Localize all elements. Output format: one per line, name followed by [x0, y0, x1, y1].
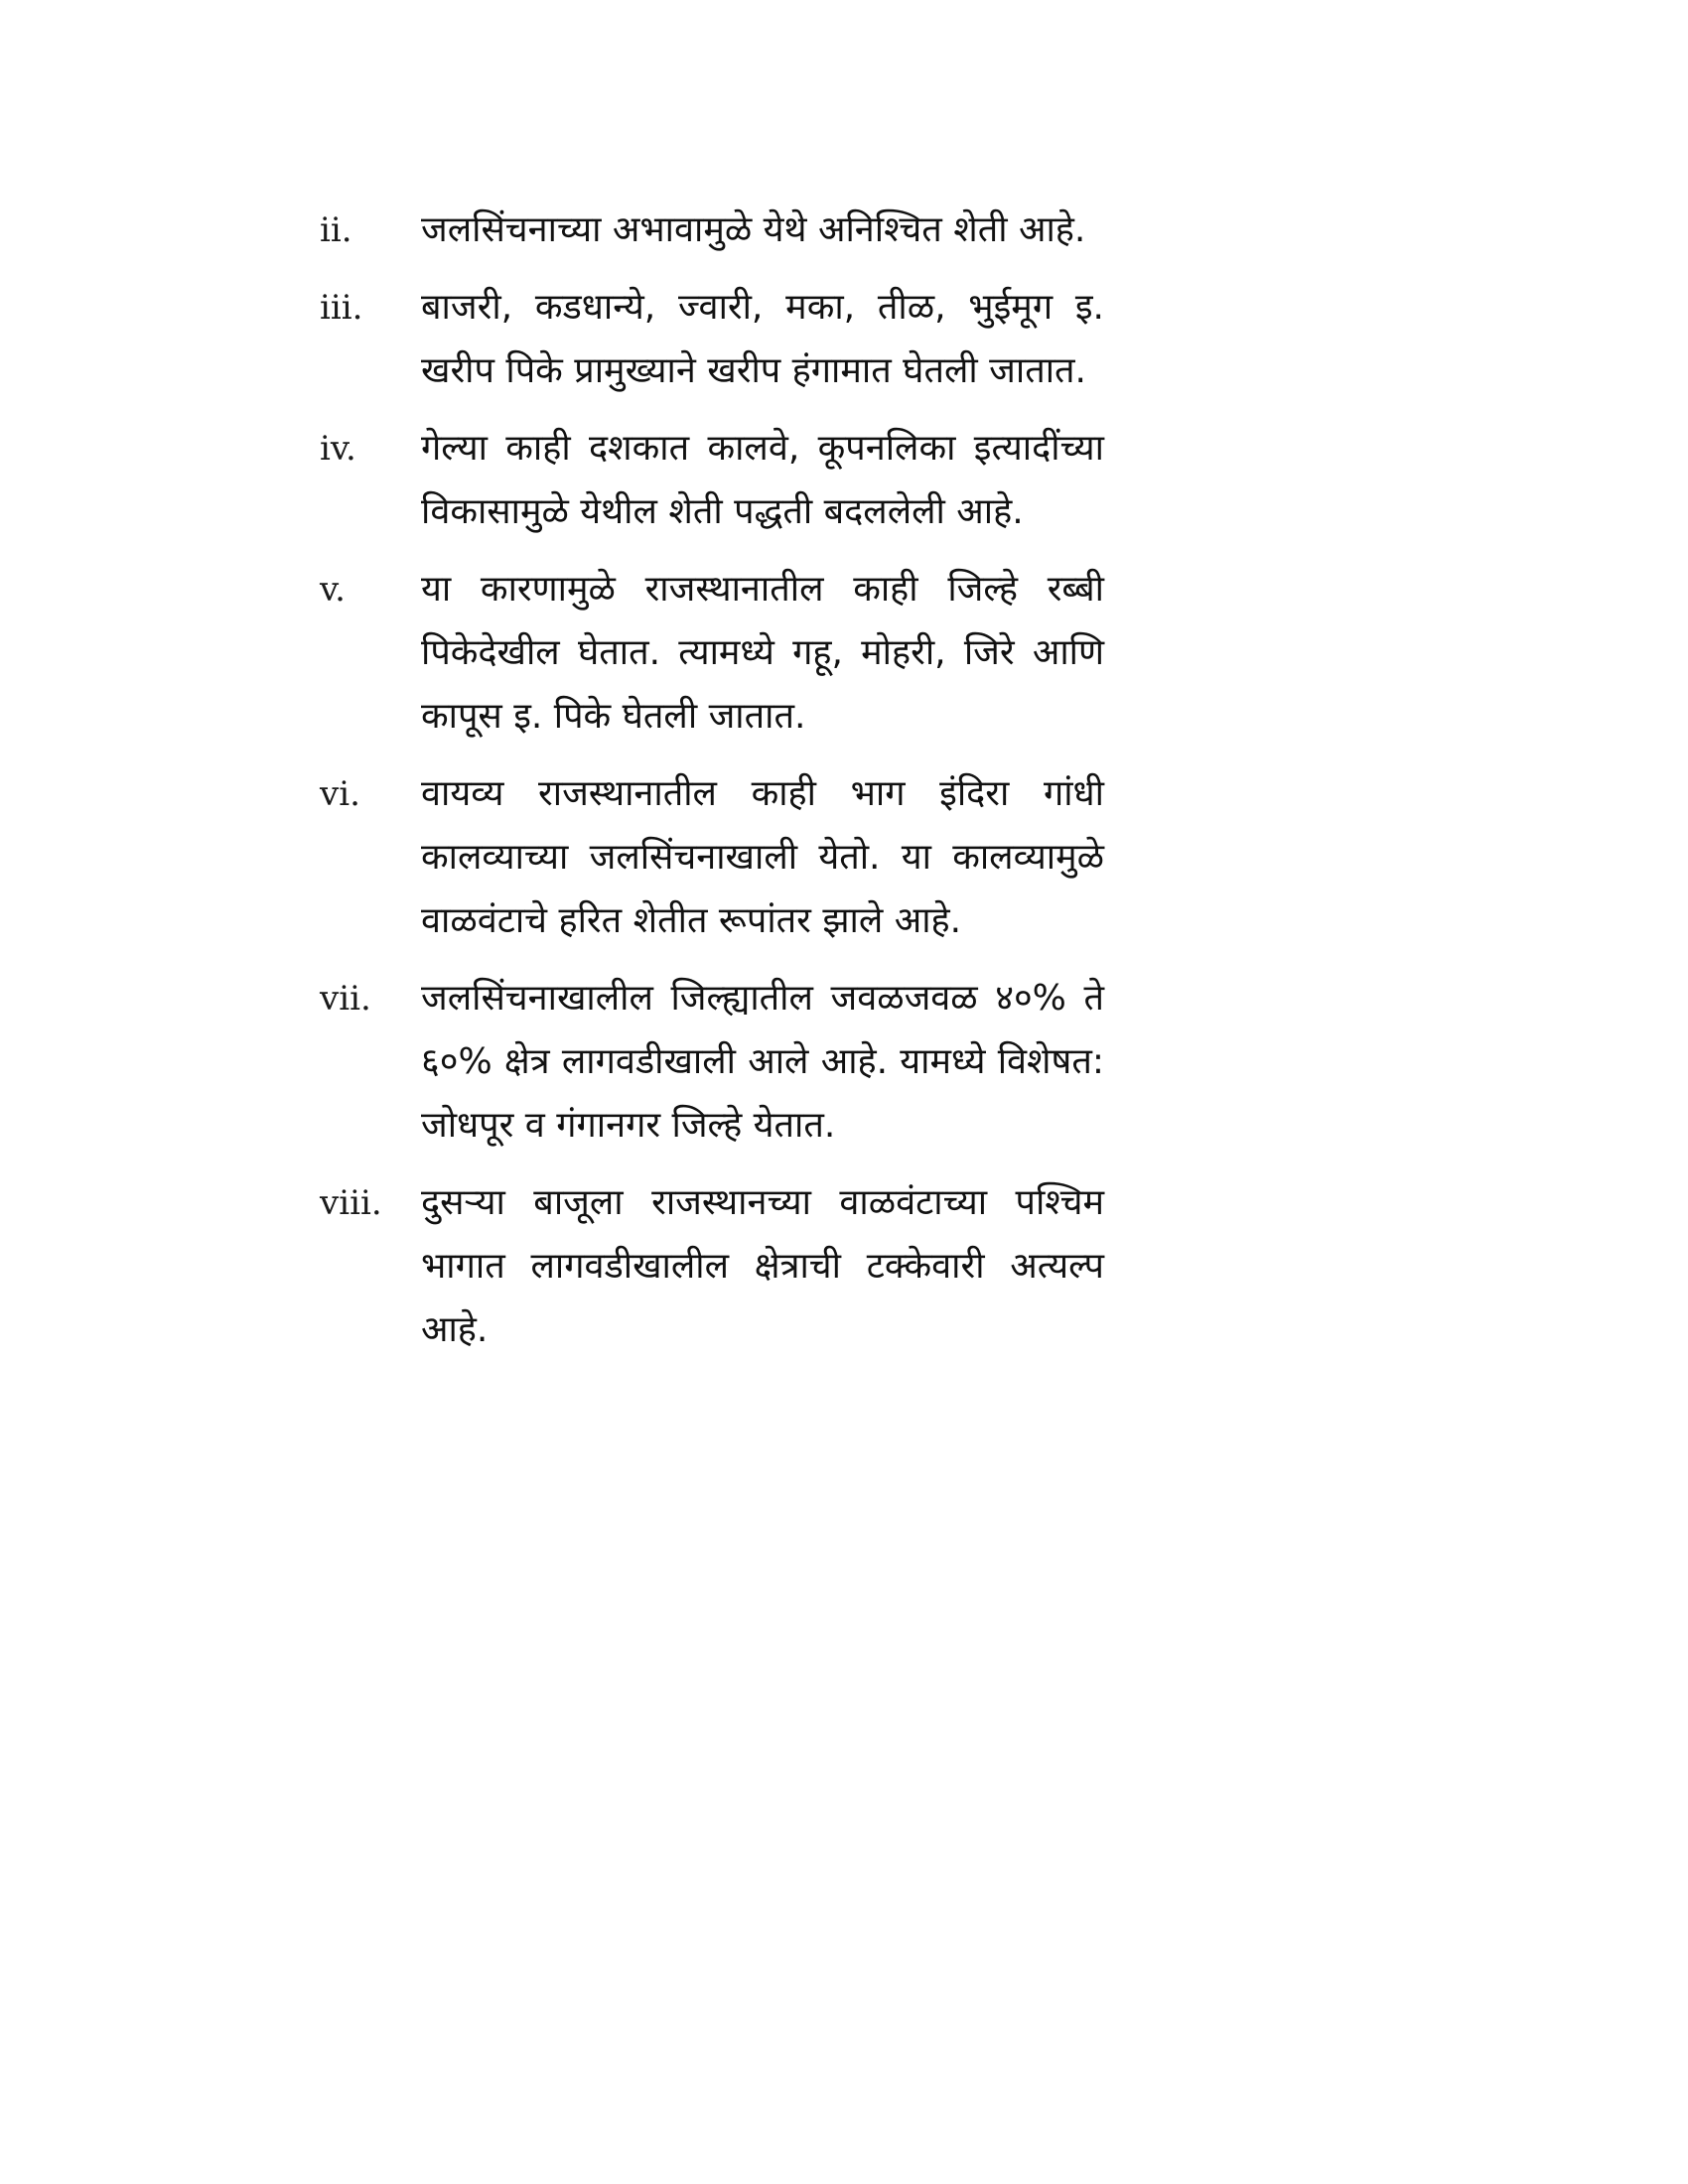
list-item: [320, 967, 1104, 1158]
list-item-marker: vi.: [320, 774, 360, 814]
list-item-text: जलसिंचनाखालील जिल्ह्यातील जवळजवळ ४०% ते ६०% क्षेत्र लागवडीखाली आले आहे. यामध्ये विशेषत: जोधपूर व गंगानगर जिल्हे येतात.: [421, 978, 1104, 1146]
list-item: [320, 762, 1104, 953]
list-item: [320, 1171, 1104, 1362]
list-item-marker: ii.: [320, 210, 352, 250]
list-item-text: बाजरी, कडधान्ये, ज्वारी, मका, तीळ, भुईमूग इ. खरीप पिके प्रामुख्याने खरीप हंगामात घेतली जातात.: [421, 287, 1104, 391]
list-item: [320, 199, 1104, 262]
list-item-marker: vii.: [320, 979, 371, 1019]
list-item-text: वायव्य राजस्थानातील काही भाग इंदिरा गांधी कालव्याच्या जलसिंचनाखाली येतो. या कालव्यामुळे वाळवंटाचे हरित शेतीत रूपांतर झाले आहे.: [421, 773, 1104, 941]
list-item: [320, 558, 1104, 749]
list-item-marker: iii.: [320, 288, 363, 328]
list-item-text: गेल्या काही दशकात कालवे, कूपनलिका इत्यादींच्या विकासामुळे येथील शेती पद्धती बदललेली आहे.: [421, 428, 1104, 532]
list-item-text: जलसिंचनाच्या अभावामुळे येथे अनिश्चित शेती आहे.: [421, 209, 1086, 250]
list-item-marker: viii.: [320, 1183, 382, 1223]
list-item-marker: v.: [320, 570, 346, 610]
numbered-point-list: [320, 199, 1104, 1376]
list-item-text: दुसऱ्या बाजूला राजस्थानच्या वाळवंटाच्या पश्चिम भागात लागवडीखालील क्षेत्राची टक्केवारी अत्यल्प आहे.: [421, 1182, 1104, 1350]
list-item-marker: iv.: [320, 429, 356, 469]
list-item: [320, 417, 1104, 544]
list-item-text: या कारणामुळे राजस्थानातील काही जिल्हे रब्बी पिकेदेखील घेतात. त्यामध्ये गहू, मोहरी, जिरे आणि कापूस इ. पिके घेतली जातात.: [421, 569, 1104, 737]
list-item: [320, 276, 1104, 403]
